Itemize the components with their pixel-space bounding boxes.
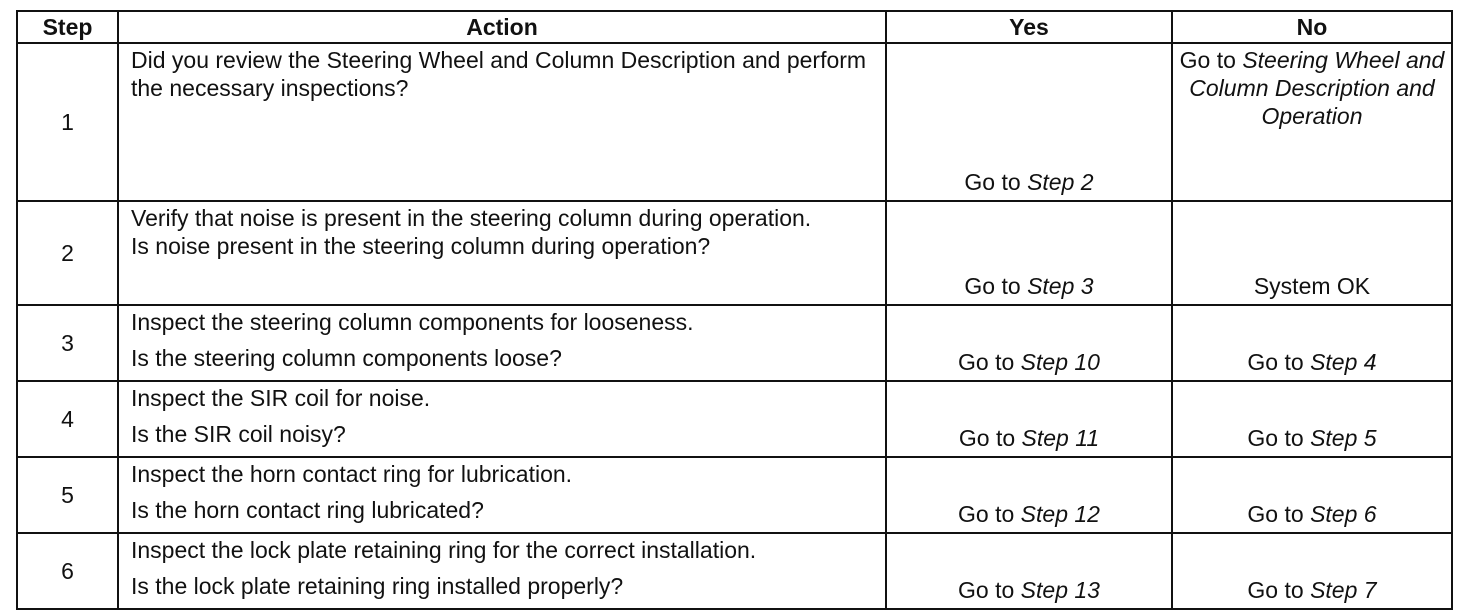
action-cell [118,533,886,609]
action-text: Inspect the SIR coil for noise. [131,385,431,411]
step-number: 6 [17,533,118,609]
yes-prefix: Go to [958,425,1022,451]
table-row [17,305,1452,381]
yes-step-link[interactable]: Step 13 [1020,577,1100,603]
no-prefix: Go to [1247,349,1311,375]
yes-prefix: Go to [958,349,1021,375]
action-cell [118,201,886,305]
yes-step-link[interactable]: Step 10 [1020,349,1100,375]
yes-prefix: Go to [964,169,1028,195]
table-row [17,457,1452,533]
no-step-link[interactable]: Step 7 [1310,577,1377,603]
yes-cell [886,43,1172,201]
yes-step-link[interactable]: Step 2 [1027,169,1094,195]
action-question: Is the horn contact ring lubricated? [131,497,484,523]
table-row [17,533,1452,609]
no-cell [1172,43,1452,201]
action-question: Is the SIR coil noisy? [131,421,346,447]
no-procedure-link[interactable]: Steering Wheel and Column Description and Operation [1189,47,1445,129]
action-cell [118,381,886,457]
action-question: Is noise present in the steering column during operation? [131,233,711,259]
step-number: 3 [17,305,118,381]
header-step: Step [17,11,118,43]
header-no: No [1172,11,1452,43]
no-cell [1172,201,1452,305]
action-question: Is the steering column components loose? [131,345,562,371]
no-step-link[interactable]: Step 6 [1310,501,1377,527]
action-cell [118,43,886,201]
yes-step-link[interactable]: Step 12 [1020,501,1100,527]
yes-prefix: Go to [964,273,1028,299]
header-row [17,11,1452,43]
action-question: Is the lock plate retaining ring installed properly? [131,573,624,599]
yes-step-link[interactable]: Step 11 [1021,425,1100,451]
diagnostic-table [16,10,1453,610]
table-row [17,201,1452,305]
no-cell [1172,381,1452,457]
step-number: 2 [17,201,118,305]
yes-prefix: Go to [958,501,1021,527]
yes-cell [886,381,1172,457]
action-text: Inspect the horn contact ring for lubrication. [131,461,573,487]
yes-prefix: Go to [958,577,1021,603]
header-yes: Yes [886,11,1172,43]
no-prefix: Go to [1247,425,1311,451]
action-text: Inspect the lock plate retaining ring for the correct installation. [131,537,757,563]
no-cell [1172,533,1452,609]
table-row [17,381,1452,457]
yes-cell [886,457,1172,533]
step-number: 4 [17,381,118,457]
header-action: Action [118,11,886,43]
no-prefix: Go to [1179,47,1243,73]
diagnostic-table-container [16,10,1453,610]
step-number: 1 [17,43,118,201]
no-step-link[interactable]: Step 4 [1310,349,1377,375]
action-text: Verify that noise is present in the steering column during operation. [131,205,812,231]
no-step-link[interactable]: Step 5 [1310,425,1377,451]
no-cell [1172,305,1452,381]
action-text: Did you review the Steering Wheel and Column Description and perform the necessary inspections? [131,47,867,101]
action-cell [118,457,886,533]
table-row [17,43,1452,201]
yes-step-link[interactable]: Step 3 [1027,273,1094,299]
yes-cell [886,533,1172,609]
no-cell [1172,457,1452,533]
no-prefix: Go to [1247,577,1311,603]
action-cell [118,305,886,381]
step-number: 5 [17,457,118,533]
no-prefix: Go to [1247,501,1311,527]
yes-cell [886,201,1172,305]
no-result-text: System OK [1253,273,1371,299]
yes-cell [886,305,1172,381]
action-text: Inspect the steering column components for looseness. [131,309,694,335]
